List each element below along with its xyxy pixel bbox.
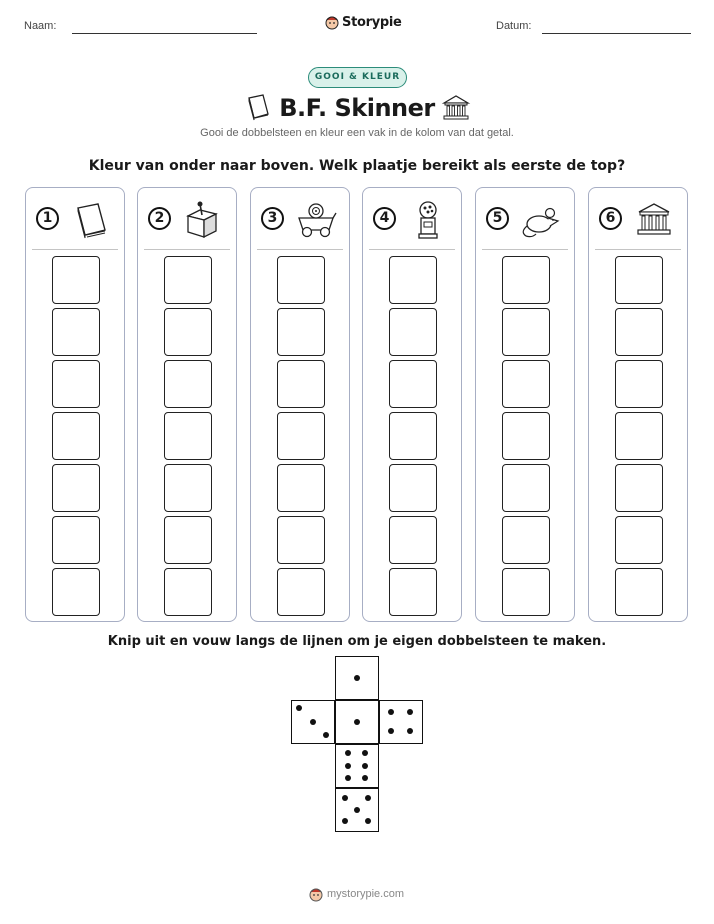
color-cell[interactable]	[277, 464, 325, 512]
column-divider	[257, 249, 343, 250]
die-pip	[345, 775, 351, 781]
date-label: Datum:	[496, 20, 532, 32]
color-cell[interactable]	[502, 308, 550, 356]
color-cell[interactable]	[502, 412, 550, 460]
column-divider	[144, 249, 230, 250]
column-1	[25, 187, 125, 622]
die-face	[335, 744, 379, 788]
color-cell[interactable]	[277, 360, 325, 408]
column-3	[250, 187, 350, 622]
name-label: Naam:	[24, 20, 57, 32]
color-cell[interactable]	[52, 568, 100, 616]
color-cell[interactable]	[277, 568, 325, 616]
color-cell[interactable]	[502, 516, 550, 564]
lever-box-icon	[182, 200, 224, 240]
storypie-logo	[325, 14, 402, 30]
die-face	[335, 700, 379, 744]
column-number: 5	[486, 207, 509, 230]
color-cell[interactable]	[52, 464, 100, 512]
die-pip	[362, 763, 368, 769]
color-cell[interactable]	[164, 568, 212, 616]
footer	[309, 886, 404, 902]
die-pip	[342, 795, 348, 801]
mouse-icon	[520, 200, 562, 240]
color-cell[interactable]	[164, 256, 212, 304]
color-cell[interactable]	[389, 568, 437, 616]
die-pip	[296, 705, 302, 711]
color-cell[interactable]	[52, 360, 100, 408]
color-cell[interactable]	[615, 464, 663, 512]
die-pip	[354, 719, 360, 725]
die-face	[291, 700, 335, 744]
die-pip	[323, 732, 329, 738]
die-pip	[388, 709, 394, 715]
color-cell[interactable]	[389, 256, 437, 304]
color-cell[interactable]	[164, 360, 212, 408]
color-cell[interactable]	[502, 568, 550, 616]
color-cell[interactable]	[389, 412, 437, 460]
die-pip	[362, 750, 368, 756]
column-number: 4	[373, 207, 396, 230]
die-pip	[354, 675, 360, 681]
die-pip	[342, 818, 348, 824]
subtitle: Gooi de dobbelsteen en kleur een vak in de kolom van dat getal.	[200, 127, 514, 139]
instruction-text: Kleur van onder naar boven. Welk plaatje bereikt als eerste de top?	[88, 158, 626, 174]
column-number: 1	[36, 207, 59, 230]
color-cell[interactable]	[389, 516, 437, 564]
color-cell[interactable]	[52, 308, 100, 356]
die-pip	[407, 709, 413, 715]
color-cell[interactable]	[615, 308, 663, 356]
color-cell[interactable]	[615, 568, 663, 616]
color-cell[interactable]	[502, 464, 550, 512]
color-cell[interactable]	[164, 412, 212, 460]
die-pip	[345, 750, 351, 756]
column-divider	[482, 249, 568, 250]
column-divider	[369, 249, 455, 250]
color-cell[interactable]	[502, 256, 550, 304]
color-cell[interactable]	[164, 464, 212, 512]
color-cell[interactable]	[502, 360, 550, 408]
color-cell[interactable]	[52, 412, 100, 460]
brand-name: Storypie	[342, 14, 402, 30]
museum-building-icon	[633, 200, 675, 240]
die-pip	[310, 719, 316, 725]
die-pip	[365, 818, 371, 824]
die-face	[335, 788, 379, 832]
color-cell[interactable]	[615, 256, 663, 304]
die-face	[335, 656, 379, 700]
color-cell[interactable]	[277, 308, 325, 356]
die-pip	[365, 795, 371, 801]
color-cell[interactable]	[389, 308, 437, 356]
color-cell[interactable]	[615, 516, 663, 564]
date-line[interactable]	[542, 33, 691, 34]
die-pip	[345, 763, 351, 769]
footer-url: mystorypie.com	[327, 888, 405, 900]
column-6	[588, 187, 688, 622]
color-cell[interactable]	[277, 412, 325, 460]
color-cell[interactable]	[52, 256, 100, 304]
column-divider	[32, 249, 118, 250]
die-pip	[388, 728, 394, 734]
page-title: B.F. Skinner	[279, 94, 435, 122]
name-line[interactable]	[72, 33, 257, 34]
activity-badge: GOOI & KLEUR	[308, 67, 407, 88]
die-pip	[354, 807, 360, 813]
color-cell[interactable]	[164, 308, 212, 356]
color-cell[interactable]	[615, 412, 663, 460]
column-4	[362, 187, 462, 622]
color-cell[interactable]	[277, 516, 325, 564]
cut-instruction: Knip uit en vouw langs de lijnen om je eigen dobbelsteen te maken.	[107, 634, 607, 649]
museum-building-icon	[441, 94, 471, 122]
color-cell[interactable]	[164, 516, 212, 564]
column-5	[475, 187, 575, 622]
column-number: 3	[261, 207, 284, 230]
gumball-machine-icon	[407, 200, 449, 240]
color-cell[interactable]	[389, 464, 437, 512]
color-cell[interactable]	[389, 360, 437, 408]
storypie-mascot-icon	[309, 886, 323, 902]
column-number: 6	[599, 207, 622, 230]
column-2	[137, 187, 237, 622]
color-cell[interactable]	[277, 256, 325, 304]
book-icon	[70, 200, 112, 240]
storypie-mascot-icon	[325, 14, 339, 30]
die-face	[379, 700, 423, 744]
wagon-target-icon	[295, 200, 337, 240]
die-pip	[362, 775, 368, 781]
die-pip	[407, 728, 413, 734]
column-divider	[595, 249, 681, 250]
column-number: 2	[148, 207, 171, 230]
color-cell[interactable]	[52, 516, 100, 564]
color-cell[interactable]	[615, 360, 663, 408]
